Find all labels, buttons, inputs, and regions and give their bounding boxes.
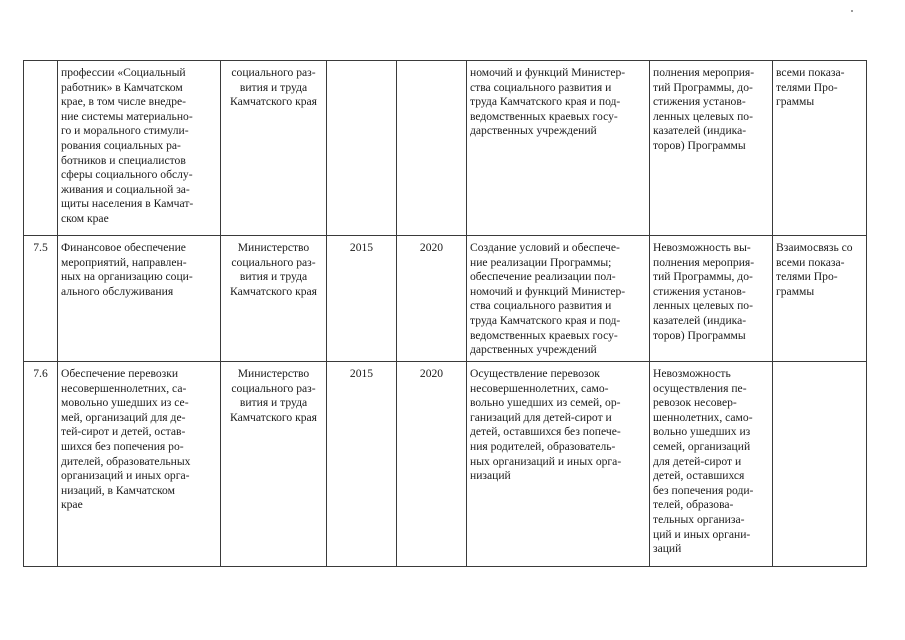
- executor-cell: Министерство социального раз- вития и труда Камчатского края: [221, 362, 327, 567]
- executor-cell: Министерство социального раз- вития и труда Камчатского края: [221, 236, 327, 362]
- end-year-cell: 2020: [397, 236, 467, 362]
- table-row: [24, 236, 867, 362]
- start-year-cell: [327, 61, 397, 236]
- table-row: [24, 362, 867, 567]
- consequence-cell: полнения мероприя- тий Программы, до- стижения установ- ленных целевых по- казателей (индика- торов) Программы: [650, 61, 773, 236]
- consequence-cell: Невозможность вы- полнения мероприя- тий Программы, до- стижения установ- ленных целевых по- казателей (индика- торов) Программы: [650, 236, 773, 362]
- start-year-cell: 2015: [327, 362, 397, 567]
- end-year-cell: 2020: [397, 362, 467, 567]
- measure-name-cell: Обеспечение перевозки несовершеннолетних, са- мовольно ушедших из се- мей, организаций для де- тей-сирот и детей, остав- шихся без попечения ро- дителей, образовательных организаций и иных орга- низаций, в Камчатском крае: [58, 362, 221, 567]
- expected-result-cell: Создание условий и обеспече- ние реализации Программы; обеспечение реализации пол- номочий и функций Министер- ства социального развития и труда Камчатского края и под- ведомственных краевых госу- дарственных учреждений: [467, 236, 650, 362]
- measure-name-cell: профессии «Социальный работник» в Камчатском крае, в том числе внедре- ние системы материально- го и морального стимули- рования социальных ра- ботников и специалистов сферы социального обслу- живания и социальной за- щиты населения в Камчат- ском крае: [58, 61, 221, 236]
- row-number: 7.5: [24, 236, 58, 362]
- indicator-link-cell: [773, 362, 867, 567]
- expected-result-cell: Осуществление перевозок несовершеннолетних, само- вольно ушедших из семей, ор- ганизаций для детей-сирот и детей, оставшихся без попече- ния родителей, образователь- ных организаций и иных орга- низаций: [467, 362, 650, 567]
- row-number: [24, 61, 58, 236]
- table-row: [24, 61, 867, 236]
- program-measures-table: [23, 60, 867, 567]
- consequence-cell: Невозможность осуществления пе- ревозок несовер- шеннолетних, само- вольно ушедших из семей, организаций для детей-сирот и детей, оставшихся без попечения роди- телей, образова- тельных организа- ций и иных органи- заций: [650, 362, 773, 567]
- scan-speck: [851, 10, 853, 12]
- indicator-link-cell: всеми показа- телями Про- граммы: [773, 61, 867, 236]
- expected-result-cell: номочий и функций Министер- ства социального развития и труда Камчатского края и под- ведомственных краевых госу- дарственных учреждений: [467, 61, 650, 236]
- row-number: 7.6: [24, 362, 58, 567]
- measure-name-cell: Финансовое обеспечение мероприятий, направлен- ных на организацию соци- ального обслуживания: [58, 236, 221, 362]
- start-year-cell: 2015: [327, 236, 397, 362]
- end-year-cell: [397, 61, 467, 236]
- executor-cell: социального раз- вития и труда Камчатского края: [221, 61, 327, 236]
- indicator-link-cell: Взаимосвязь со всеми показа- телями Про- граммы: [773, 236, 867, 362]
